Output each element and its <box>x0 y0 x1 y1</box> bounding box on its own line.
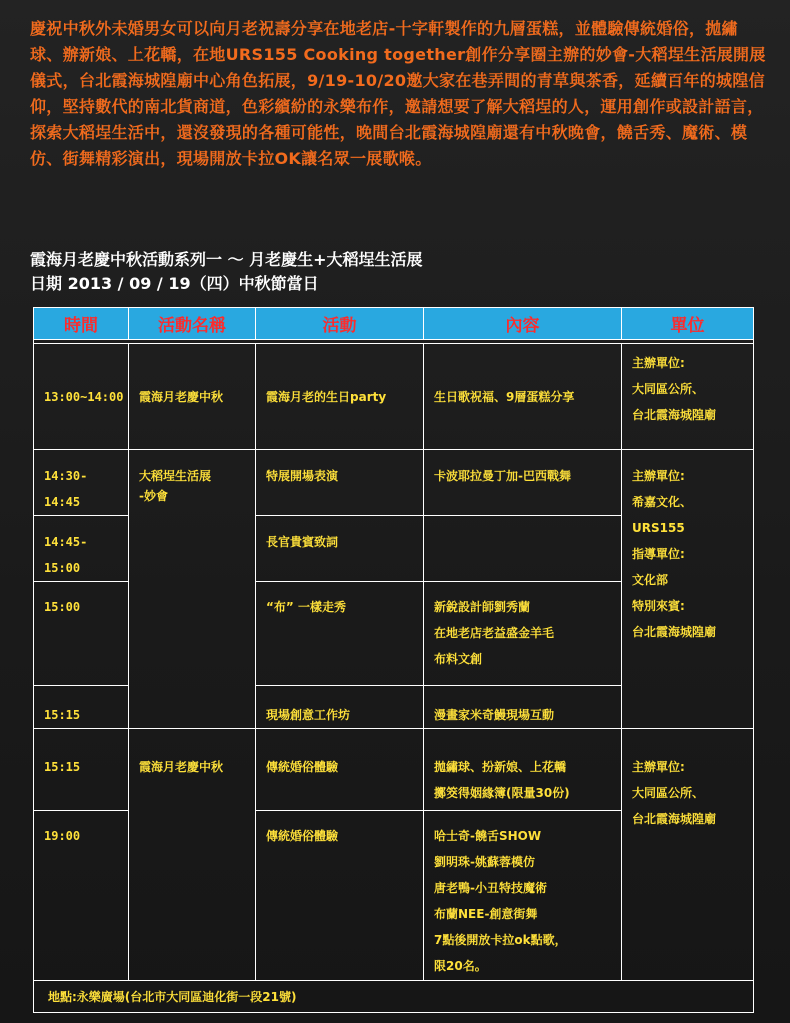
content-line: 擲筊得姻緣簿(限量30份) <box>434 786 570 800</box>
content-line: 劉明珠-姚蘇蓉模仿 <box>434 855 535 869</box>
event-date: 日期 2013 / 09 / 19（四）中秋節當日 <box>30 274 319 293</box>
activity-cell: 現場創意工作坊 <box>256 686 424 729</box>
content-line: 在地老店老益盛金羊毛 <box>434 626 555 640</box>
header-content: 內容 <box>424 308 622 340</box>
unit-cell <box>622 344 754 450</box>
unit-line: 文化部 <box>632 573 669 587</box>
time-cell: 14:30-14:45 <box>34 450 129 516</box>
intro-paragraph: 慶祝中秋外未婚男女可以向月老祝壽分享在地老店-十字軒製作的九層蛋糕，並體驗傳統婚俗，拋繡球、辦新娘、上花轎，在地URS155 Cooking together創作分享圈主辦的妙會-大稻埕生活展開展儀式，台北霞海城隍廟中心角色拓展，9/19-10/20邀大家在巷弄間的青草與茶香，延續百年的城隍信仰，堅持數代的南北貨商道，色彩繽紛的永樂布作，邀請想要了解大稻埕的人，運用創作或設計語言，探索大稻埕生活中，還沒發現的各種可能性，晚間台北霞海城隍廟還有中秋晚會，饒舌秀、魔術、模仿、街舞精彩演出，現場開放卡拉OK讓名眾一展歌喉。 <box>30 19 766 168</box>
table-row <box>34 450 754 516</box>
header-row <box>34 308 754 340</box>
content-cell: 漫畫家米奇鰻現場互動 <box>424 686 622 729</box>
header-time: 時間 <box>34 308 129 340</box>
unit-line: 希嘉文化、 <box>632 495 693 509</box>
content-line: 布蘭NEE-創意街舞 <box>434 907 538 921</box>
header-unit: 單位 <box>622 308 754 340</box>
unit-line: 主辦單位: <box>632 760 685 774</box>
schedule-table <box>33 307 754 1013</box>
content-cell <box>424 811 622 981</box>
content-cell <box>424 516 622 582</box>
header-name: 活動名稱 <box>129 308 256 340</box>
content-cell: 生日歌祝福、9層蛋糕分享 <box>424 344 622 450</box>
time-cell: 15:15 <box>34 729 129 811</box>
unit-line: 主辦單位: <box>632 469 685 483</box>
table-row <box>34 344 754 450</box>
name-line: 大稻埕生活展 <box>139 469 212 483</box>
unit-line: URS155 <box>632 521 685 535</box>
table-row <box>34 729 754 811</box>
time-cell: 15:00 <box>34 582 129 686</box>
event-title: 霞海月老慶中秋活動系列一 ～ 月老慶生+大稻埕生活展 <box>30 250 423 269</box>
activity-cell: 特展開場表演 <box>256 450 424 516</box>
time-cell: 15:15 <box>34 686 129 729</box>
content-line: 哈士奇-饒舌SHOW <box>434 829 542 843</box>
unit-line: 指導單位: <box>632 547 685 561</box>
unit-line: 台北霞海城隍廟 <box>632 625 717 639</box>
content-line: 新銳設計師劉秀蘭 <box>434 600 531 614</box>
name-cell <box>129 450 256 729</box>
unit-line: 台北霞海城隍廟 <box>632 408 717 422</box>
content-line: 7點後開放卡拉ok點歌， <box>434 933 567 947</box>
unit-line: 大同區公所、 <box>632 786 705 800</box>
unit-cell <box>622 450 754 729</box>
location-text: 地點:永樂廣場(台北市大同區迪化街一段21號) <box>34 981 754 1013</box>
content-cell: 卡波耶拉曼丁加-巴西戰舞 <box>424 450 622 516</box>
name-line: -妙會 <box>139 489 168 503</box>
time-cell: 19:00 <box>34 811 129 981</box>
header-activity: 活動 <box>256 308 424 340</box>
time-cell: 13:00~14:00 <box>34 344 129 450</box>
unit-line: 特別來賓: <box>632 599 685 613</box>
content-cell <box>424 729 622 811</box>
content-line: 布料文創 <box>434 652 483 666</box>
activity-cell: 傳統婚俗體驗 <box>256 811 424 981</box>
time-cell: 14:45-15:00 <box>34 516 129 582</box>
footer-row <box>34 981 754 1013</box>
content-line: 限20名。 <box>434 959 487 973</box>
content-line: 拋繡球、扮新娘、上花轎 <box>434 760 567 774</box>
name-cell: 霞海月老慶中秋 <box>129 344 256 450</box>
activity-cell: “布” 一樣走秀 <box>256 582 424 686</box>
name-cell: 霞海月老慶中秋 <box>129 729 256 981</box>
content-line: 唐老鴨-小丑特技魔術 <box>434 881 547 895</box>
activity-cell: 傳統婚俗體驗 <box>256 729 424 811</box>
unit-cell <box>622 729 754 981</box>
activity-cell: 長官貴賓致詞 <box>256 516 424 582</box>
unit-line: 主辦單位: <box>632 356 685 370</box>
content-cell <box>424 582 622 686</box>
unit-line: 台北霞海城隍廟 <box>632 812 717 826</box>
unit-line: 大同區公所、 <box>632 382 705 396</box>
activity-cell: 霞海月老的生日party <box>256 344 424 450</box>
